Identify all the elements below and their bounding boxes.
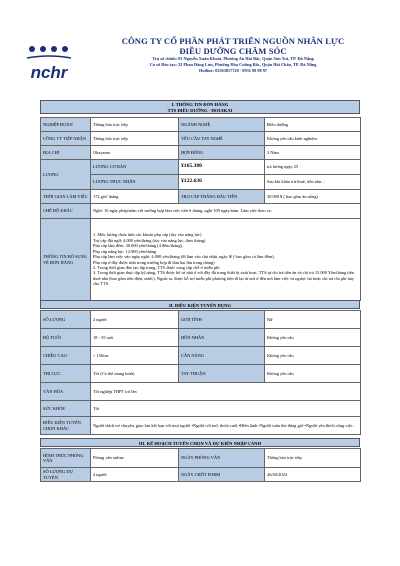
hotline: Hotline: 02363817728 - 0931 98 98 97 bbox=[198, 68, 268, 74]
salary-label: LƯƠNG bbox=[41, 160, 91, 190]
marital-value: Không yêu cầu bbox=[265, 329, 361, 347]
company-logo bbox=[22, 42, 76, 88]
quantity-label: SỐ LƯỢNG bbox=[41, 311, 91, 329]
section3-title: III. KẾ HOẠCH TUYỂN CHỌN VÀ DỰ KIẾN NHẬP CẢNH bbox=[40, 438, 360, 447]
benefits-label: CHẾ ĐỘ KHÁC bbox=[41, 204, 91, 219]
extra-info-line: Phụ cấp làm việc vào ngày nghỉ: 4.000 yên/tháng (đi làm vào chủ nhật, ngày lễ ( bao gồm cả làm đêm). bbox=[93, 254, 275, 260]
extra-info-line: 3. Trong thời gian thực tập kỹ năng, TTS được bố trí nhà ở với đầy đủ trang thiết bị sinh hoạt, TTS tự chi trả tiền ăn và chi trả 15.000 Yên/tháng tiền thuê nhà (bao gồm tiền điện, nước). Ngoài ra, được hỗ trợ miễn phí phương tiện đi lại từ nơi ở đến nơi làm việc và ngược lại hoặc chi trả chi phí này cho TTS. bbox=[93, 270, 354, 287]
extra-info-line: Phụ cấp năng lực: 12.900 yên/tháng bbox=[93, 248, 157, 254]
table-row bbox=[41, 219, 361, 301]
extra-info-line: Trợ cấp đặt ngữ: 4.000 yên/tháng (tùy vào năng lực, theo tháng) bbox=[93, 237, 206, 243]
education-label: VĂN HÓA bbox=[41, 383, 91, 401]
marital-label: HÔN NHÂN bbox=[179, 329, 265, 347]
occupation-label: NGÀNH NGHỀ bbox=[179, 118, 265, 132]
eyesight-label: THỊ LỰC bbox=[41, 365, 91, 383]
company-name-line2: ĐIỀU DƯỠNG CHĂM SÓC bbox=[179, 46, 287, 56]
allowance-label: TRỢ CẤP THÁNG ĐẦU TIÊN bbox=[179, 190, 265, 204]
selection-plan-table bbox=[40, 448, 361, 482]
table-row bbox=[41, 118, 361, 132]
net-salary-note: Sau khi khấu trừ thuế, tiền nhà… bbox=[265, 175, 361, 190]
age-label: ĐỘ TUỔI bbox=[41, 329, 91, 347]
interview-date-label: NGÀY PHỎNG VẤN bbox=[179, 449, 265, 468]
gender-value: Nữ bbox=[265, 311, 361, 329]
address-label: ĐỊA CHỈ bbox=[41, 146, 91, 160]
table-row bbox=[41, 383, 361, 401]
company-info bbox=[84, 36, 382, 75]
handedness-label: TAY THUẬN bbox=[179, 365, 265, 383]
candidate-count-label: SỐ LƯỢNG DỰ TUYỂN bbox=[41, 468, 91, 482]
quantity-value: 2 người bbox=[91, 311, 179, 329]
form-deadline-value: 26/04/2024 bbox=[265, 468, 361, 482]
section1-title-line2: TTS ĐIỀU DƯỠNG - HOUIKAI bbox=[167, 107, 233, 113]
net-salary-value: ¥122.636 bbox=[179, 175, 265, 190]
section2-title: II. ĐIỀU KIỆN TUYỂN DỤNG bbox=[40, 300, 360, 309]
allowance-value: 30.000 ¥ ( bao gồm ăn uống) bbox=[265, 190, 361, 204]
section1-title-line1: I. THÔNG TIN ĐƠN HÀNG bbox=[171, 102, 229, 107]
form-deadline-label: NGÀY CHỐT FORM bbox=[179, 468, 265, 482]
table-row bbox=[41, 146, 361, 160]
worktime-label: THỜI GIAN LÀM VIỆC bbox=[41, 190, 91, 204]
table-row bbox=[41, 204, 361, 219]
extra-info-line: Phụ cấp làm đêm: 30.000 yên/tháng (4 đêm/tháng). bbox=[93, 243, 184, 249]
section1-title bbox=[40, 100, 360, 114]
table-row bbox=[41, 347, 361, 365]
skill-requirement-label: YÊU CẦU TAY NGHỀ bbox=[179, 132, 265, 146]
table-row bbox=[41, 417, 361, 435]
net-salary-label: LƯƠNG THỰC NHẬN bbox=[91, 175, 179, 190]
interview-format-label: HÌNH THỨC PHỎNG VẤN bbox=[41, 449, 91, 468]
extra-info-line: Phụ cấp ở đây được tính trong trường hợp đi làm hai lần trong tháng) bbox=[93, 259, 215, 265]
table-row bbox=[41, 311, 361, 329]
table-row bbox=[41, 190, 361, 204]
order-info-table bbox=[40, 117, 361, 301]
nchr-logo-icon bbox=[22, 42, 76, 88]
contract-value: 3 Năm bbox=[265, 146, 361, 160]
extra-info-line: 1. Mức lương chưa tính các khoản phụ cấp (tùy vào năng lực) bbox=[93, 232, 202, 238]
training-address: Cơ sở Đào tạo: 32 Phan Đăng Lưu, Phường Hòa Cường Bắc, Quận Hải Châu, TP. Đà Nẵng bbox=[149, 62, 317, 68]
age-value: 18 - 35 tuổi bbox=[91, 329, 179, 347]
worktime-value: 172 giờ/ tháng bbox=[91, 190, 179, 204]
recruitment-conditions-table bbox=[40, 310, 361, 435]
health-value: Tốt bbox=[91, 401, 361, 417]
occupation-value: Điều dưỡng bbox=[265, 118, 361, 132]
table-row bbox=[41, 401, 361, 417]
logo-text: nchr bbox=[30, 63, 68, 82]
eyesight-value: Tốt (Có thể mang kính) bbox=[91, 365, 179, 383]
extra-info-value bbox=[91, 219, 361, 301]
education-value: Tốt nghiệp THPT trở lên bbox=[91, 383, 361, 401]
union-label: NGHIỆP ĐOÀN bbox=[41, 118, 91, 132]
weight-label: CÂN NẶNG bbox=[179, 347, 265, 365]
company-header bbox=[18, 36, 382, 94]
other-conditions-label: ĐIỀU KIỆN TUYỂN CHỌN KHÁC bbox=[41, 417, 91, 435]
receiving-company-label: CÔNG TY TIẾP NHẬN bbox=[41, 132, 91, 146]
extra-info-line: 2. Trong thời gian đào tạo tập trung, TTS được cung cấp chỗ ở miễn phí. bbox=[93, 264, 221, 270]
benefits-value: Nghỉ: 10 ngày phép/năm với trường hợp làm việc trên 6 tháng, nghỉ 109 ngày/năm. Làm việc theo ca. bbox=[91, 204, 361, 219]
weight-value: Không yêu cầu bbox=[265, 347, 361, 365]
table-row bbox=[41, 449, 361, 468]
height-value: > 150cm bbox=[91, 347, 179, 365]
contract-label: HỢP ĐỒNG bbox=[179, 146, 265, 160]
interview-format-value: Phỏng vấn online bbox=[91, 449, 179, 468]
table-row bbox=[41, 365, 361, 383]
handedness-value: Không yêu cầu bbox=[265, 365, 361, 383]
skill-requirement-value: Không yêu cầu kinh nghiệm bbox=[265, 132, 361, 146]
table-row bbox=[41, 160, 361, 175]
table-row bbox=[41, 132, 361, 146]
other-conditions-value: Người thích trẻ chuyện, giao lưu kết bạn với mọi người •Người cởi mở, thích cuời •Hiền lành •Người tuân thủ đúng giờ •Người yêu thích công việc. bbox=[91, 417, 361, 435]
base-salary-value: ¥165.380 bbox=[179, 160, 265, 175]
gender-label: GIỚI TÍNH bbox=[179, 311, 265, 329]
height-label: CHIỀU CAO bbox=[41, 347, 91, 365]
base-salary-label: LƯƠNG CƠ BẢN bbox=[91, 160, 179, 175]
union-value: Thông báo trực tiếp bbox=[91, 118, 179, 132]
receiving-company-value: Thông báo trực tiếp bbox=[91, 132, 179, 146]
health-label: SỨC KHỎE bbox=[41, 401, 91, 417]
table-row bbox=[41, 468, 361, 482]
head-office-address: Trụ sở chính: 02 Nguyễn Xuân Khoát, Phường An Hải Bắc, Quận Sơn Trà, TP. Đà Nẵng bbox=[152, 56, 314, 61]
extra-info-label: THÔNG TIN BỔ SUNG VỀ ĐƠN HÀNG bbox=[41, 219, 91, 301]
base-salary-note: trả lương ngày 25 bbox=[265, 160, 361, 175]
address-value: Okayama bbox=[91, 146, 179, 160]
candidate-count-value: 4 người bbox=[91, 468, 179, 482]
company-name-line1: CÔNG TY CỔ PHẦN PHÁT TRIỂN NGUỒN NHÂN LỰC bbox=[121, 36, 345, 46]
interview-date-value: Thông báo trực tiếp bbox=[265, 449, 361, 468]
table-row bbox=[41, 329, 361, 347]
